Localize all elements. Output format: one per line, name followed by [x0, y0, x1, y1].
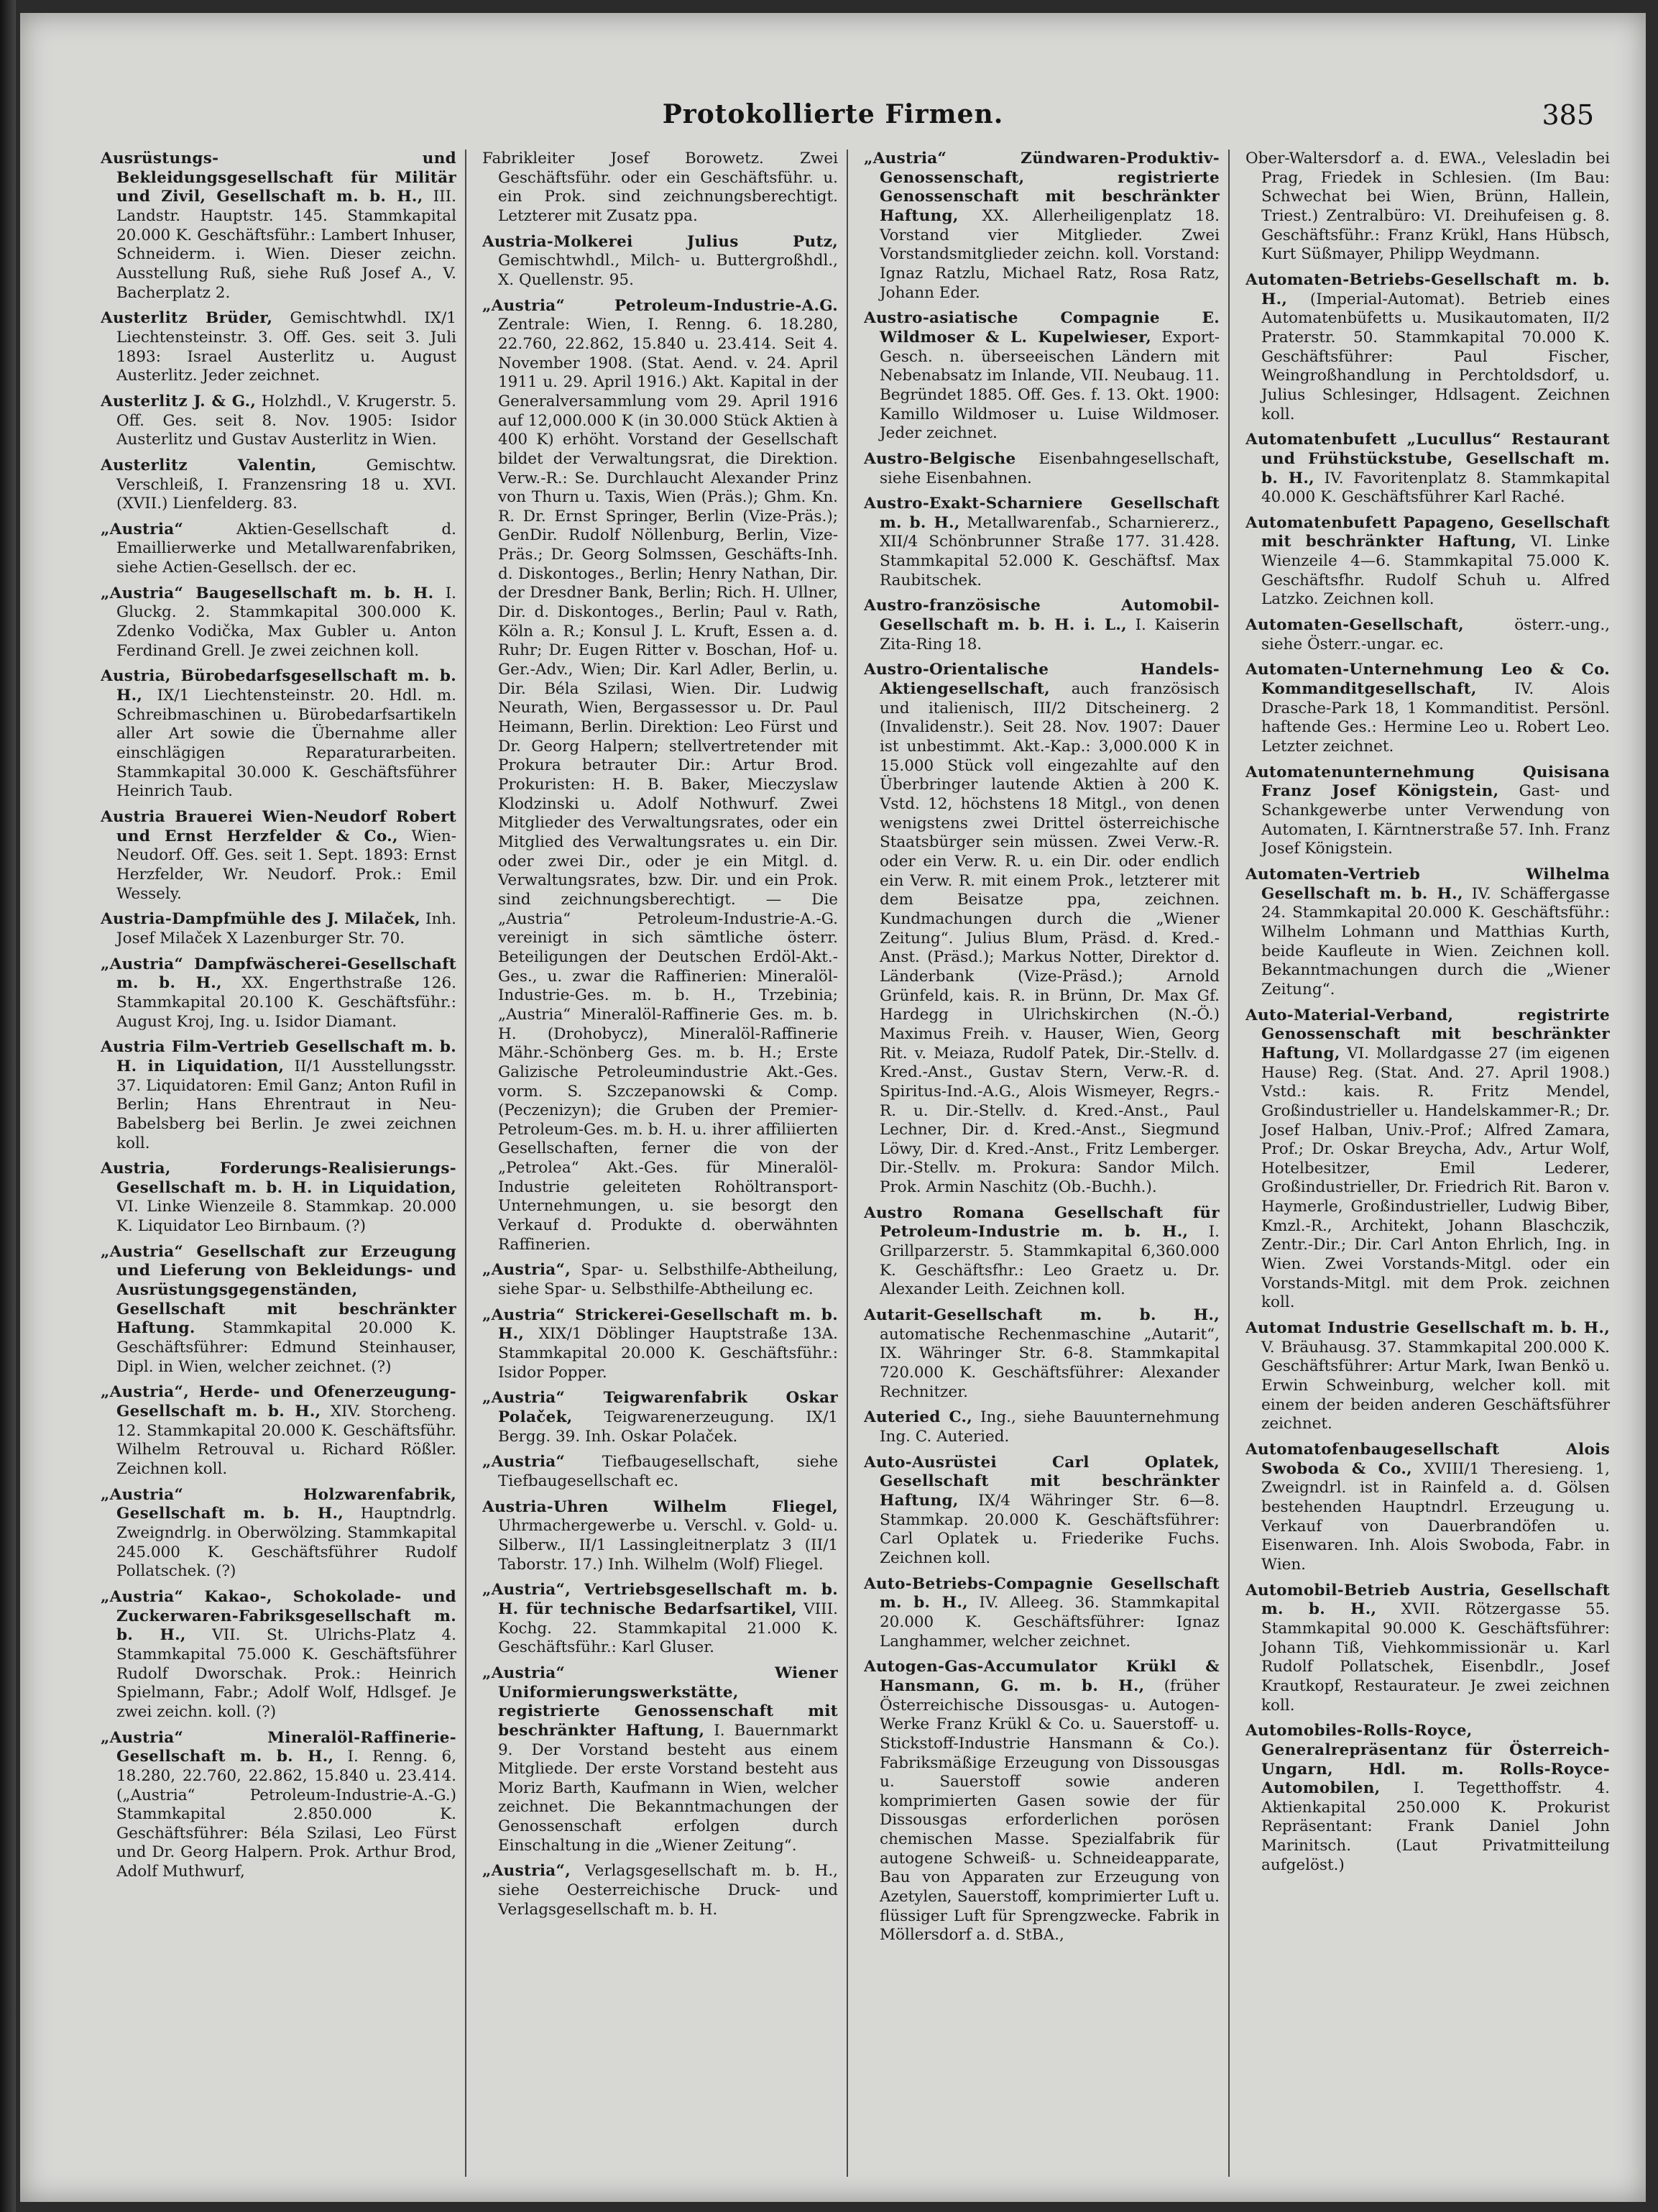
directory-columns [101, 150, 1610, 2177]
firm-name: Auteried C., [864, 1408, 973, 1427]
directory-entry [1245, 271, 1610, 424]
firm-name: „Austria“ Baugesellschaft m. b. H. [101, 584, 434, 602]
directory-entry [101, 1486, 456, 1582]
directory-entry [101, 309, 456, 386]
firm-name: „Austria“, Vertriebsgesellschaft m. b. H. für technische Bedarfsartikel, [482, 1581, 838, 1618]
firm-details: VI. Mollardgasse 27 (im eigenen Hause) Reg. (Stat. And. 27. April 1908.) Vstd.: kais. R. Fritz Mendel, Großindustrieller u. Handelskammer-R.; Dr. Josef Halban, Univ.-Prof.; Alfred Zamara, Prof.; Dr. Oskar Breycha, Adv., Artur Wolf, Hotelbesitzer, Emil Lederer, Großindustrieller, Dr. Friedrich Rit. Baron v. Haymerle, Großindustrieller, Ludwig Biber, Kmzl.-R., Architekt, Johann Blaschczik, Zentr.-Dir.; Dir. Carl Anton Ehrlich, Ing. in Wien. Zwei Vorstands-Mitgl. oder ein Vorstands-Mitgl. mit dem Prok. zeichnen koll. [1261, 1044, 1610, 1312]
directory-entry [101, 1729, 456, 1882]
directory-entry [101, 1588, 456, 1722]
firm-name: Auto-Material-Verband, registrirte Genossenschaft mit beschränkter Haftung, [1245, 1006, 1610, 1063]
directory-entry [101, 456, 456, 514]
directory-entry [1245, 616, 1610, 654]
page-edge [0, 0, 16, 2212]
firm-details: Gemischtwhdl., Milch- u. Buttergroßhdl., X. Quellenstr. 95. [498, 252, 838, 289]
directory-entry [482, 233, 838, 290]
firm-name: Austro-französische Automobil-Gesellschaft m. b. H. i. L., [864, 597, 1220, 635]
firm-name: Austerlitz Brüder, [101, 309, 273, 328]
firm-name: „Austria“ Kakao-, Schokolade- und Zuckerwaren-Fabriksgesellschaft m. b. H., [101, 1587, 456, 1645]
firm-details: österr.-ung., siehe Österr.-ungar. ec. [1261, 616, 1610, 653]
directory-entry [1245, 1319, 1610, 1434]
firm-name: Automobiles-Rolls-Royce, Generalrepräsentanz für Österreich-Ungarn, Hdl. m. Rolls-Royce-Automobilen, [1245, 1722, 1610, 1798]
directory-entry [1245, 661, 1610, 756]
directory-entry [101, 955, 456, 1032]
directory-entry [482, 150, 838, 226]
firm-name: „Austria“ [101, 520, 184, 538]
firm-details: I. Renng. 6, 18.280, 22.760, 22.862, 15.840 u. 23.414. („Austria“ Petroleum-Industrie-A.-G.) Stammkapital 2.850.000 K. Geschäftsführer: Béla Szilasi, Leo Fürst und Dr. Georg Halpern. Prok. Arthur Brod, Adolf Muthwurf, [116, 1748, 456, 1881]
firm-details: Ing., siehe Bauunternehmung Ing. C. Auteried. [880, 1408, 1220, 1446]
directory-entry [101, 584, 456, 661]
firm-name: „Austria“ Mineralöl-Raffinerie-Gesellschaft m. b. H., [101, 1728, 456, 1766]
firm-name: Autarit-Gesellschaft m. b. H., [864, 1306, 1220, 1325]
directory-entry [101, 1383, 456, 1479]
directory-entry [864, 150, 1220, 303]
firm-name: Auto-Ausrüstei Carl Oplatek, Gesellschaft mit beschränkter Haftung, [864, 1453, 1220, 1510]
directory-entry [1245, 763, 1610, 859]
firm-details: I. Gluckg. 2. Stammkapital 300.000 K. Zdenko Vodička, Max Gubler u. Anton Ferdinand Grell. Je zwei zeichnen koll. [116, 584, 456, 660]
firm-name: Auto-Betriebs-Compagnie Gesellschaft m. b. H., [864, 1574, 1220, 1612]
firm-details: II/1 Ausstellungsstr. 37. Liquidatoren: Emil Ganz; Anton Rufil in Berlin; Hans Ehrentraut in Neu-Babelsberg bei Berlin. Je zwei zeichnen koll. [116, 1057, 456, 1152]
directory-entry [1245, 1006, 1610, 1313]
directory-entry [1245, 1441, 1610, 1575]
firm-name: Austria-Uhren Wilhelm Fliegel, [482, 1497, 838, 1516]
firm-details: (Imperial-Automat). Betrieb eines Automatenbüfetts u. Musikautomaten, II/2 Praterstr. 50. Stammkapital 70.000 K. Geschäftsführer: Paul Fischer, Weingroßhandlung in Perchtoldsdorf, u. Julius Schlesinger, Hdlsagent. Zeichnen koll. [1261, 290, 1610, 423]
firm-name: Automaten-Betriebs-Gesellschaft m. b. H., [1245, 270, 1610, 308]
directory-entry [864, 597, 1220, 654]
firm-details: Zentrale: Wien, I. Renng. 6. 18.280, 22.760, 22.862, 15.840 u. 23.414. Seit 4. November 1908. (Stat. Aend. v. 24. April 1911 u. 29. April 1916.) Akt. Kapital in der Generalversammlung vom 29. April 1916 auf 12,000.000 K (in 30.000 Stück Aktien à 400 K) erhöht. Vorstand der Gesellschaft bildet der Verwaltungsrat, die Direktion. Verw.-R.: Se. Durchlaucht Alexander Prinz von Thurn u. Taxis, Wien (Präs.); Ghm. Kn. R. Dr. Ernst Springer, Berlin (Vize-Präs.); GenDir. Rudolf Nöllenburg, Berlin, Vize-Präs.; Dr. Georg Solmssen, Geschäfts-Inh. d. Diskontoges., Berlin; Henry Nathan, Dir. der Dresdner Bank, Berlin; Rich. H. Ullner, Dir. d. Diskontoges., Berlin; Paul v. Rath, Köln a. R.; Konsul J. L. Kruft, Essen a. d. Ruhr; Dr. Eugen Ritter v. Boschan, Hof- u. Ger.-Adv., Wien; Dir. Karl Adler, Berlin, u. Dir. Béla Szilasi, Wien. Dir. Ludwig Neurath, Wien, Bergassessor u. Dr. Paul Heimann, Berlin. Direktion: Leo Fürst und Dr. Georg Halpern; stellvertretender mit Prokura betrauter Dir.: Artur Brod. Prokuristen: H. B. Baker, Mieczyslaw Klodzinski u. Adolf Nothwurf. Zwei Mitglieder des Verwaltungsrates, oder ein Mitglied des Verwaltungsrates u. ein Dir. oder zwei Dir., oder je ein Mitgl. d. Verwaltungsrates, bzw. Dir. und ein Prok. sind zeichnungsberechtigt. — Die „Austria“ Petroleum-Industrie-A.-G. vereinigt in sich sämtliche österr. Beteiligungen der Deutschen Erdöl-Akt.-Ges., u. zwar die Raffinerien: Mineralöl-Industrie-Ges. m. b. H., Trzebinia; „Austria“ Mineralöl-Raffinerie Ges. m. b. H. (Drohobycz), Mineralöl-Raffinerie Mähr.-Schönberg Ges. m. b. H.; Erste Galizische Petroleumindustrie Akt.-Ges. vorm. S. Szczepanowski & Comp. (Peczenizyn); die Gruben der Premier-Petroleum-Ges. m. b. H. u. ihrer affiliierten Gesellschaften, ferner die von der „Petrolea“ Akt.-Ges. für Mineralöl-Industrie geleiteten Rohöltransport-Unternehmungen, u. sie besorgt den Verkauf d. Produkte d. oberwähnten Raffinerien. [498, 316, 838, 1254]
firm-name: Austria-Dampfmühle des J. Milaček, [101, 910, 421, 929]
firm-details: I. Tegetthoffstr. 4. Aktienkapital 250.000 K. Prokurist Repräsentant: Frank Daniel John Marinitsch. (Laut Privatmitteilung aufgelöst.) [1261, 1779, 1610, 1874]
directory-entry [101, 1243, 456, 1377]
directory-entry [864, 1408, 1220, 1446]
firm-name: „Austria“ Wiener Uniformierungswerkstätte, registrierte Genossenschaft mit beschränkter Haftung, [482, 1663, 838, 1740]
column-2 [482, 150, 848, 2177]
firm-details: Fabrikleiter Josef Borowetz. Zwei Geschäftsführ. oder ein Geschäftsführ. u. ein Prok. sind zeichnungsberechtigt. Letzterer mit Zusatz ppa. [482, 150, 838, 225]
firm-name: „Austria“ Teigwarenfabrik Oskar Polaček, [482, 1389, 838, 1426]
firm-details: Spar- u. Selbsthilfe-Abtheilung, siehe Spar- u. Selbsthilfe-Abtheilung ec. [498, 1261, 838, 1299]
directory-entry [864, 1306, 1220, 1402]
directory-entry [482, 1664, 838, 1856]
firm-details: VI. Linke Wienzeile 8. Stammkap. 20.000 K. Liquidator Leo Birnbaum. (?) [116, 1198, 456, 1236]
directory-entry [1245, 514, 1610, 610]
firm-details: IV. Favoritenplatz 8. Stammkapital 40.000 K. Geschäftsführer Karl Raché. [1261, 469, 1610, 507]
firm-name: Automat Industrie Gesellschaft m. b. H., [1245, 1319, 1610, 1338]
firm-details: I. Kaiserin Zita-Ring 18. [880, 616, 1220, 653]
firm-name: Austria, Bürobedarfsgesellschaft m. b. H., [101, 667, 456, 705]
firm-name: „Austria“ Petroleum-Industrie-A.G. [482, 296, 838, 315]
firm-details: Aktien-Gesellschaft d. Emaillierwerke und Metallwarenfabriken, siehe Actien-Gesellsch. der ec. [116, 520, 456, 577]
directory-entry [482, 297, 838, 1255]
firm-details: Gemischtwhdl. IX/1 Liechtensteinstr. 3. Off. Ges. seit 3. Juli 1893: Israel Austerlitz u. August Austerlitz. Jeder zeichnet. [116, 309, 456, 385]
firm-details: IV. Schäffergasse 24. Stammkapital 20.000 K. Geschäftsführ.: Wilhelm Lohmann und Matthias Kurth, beide Kaufleute in Wien. Zeichnen koll. Bekanntmachungen durch die „Wiener Zeitung“. [1261, 884, 1610, 999]
firm-details: Wien-Neudorf. Off. Ges. seit 1. Sept. 1893: Ernst Herzfelder, Wr. Neudorf. Prok.: Emil Wessely. [116, 827, 456, 903]
directory-entry [864, 661, 1220, 1197]
firm-details: Teigwarenerzeugung. IX/1 Bergg. 39. Inh. Oskar Polaček. [498, 1408, 838, 1446]
column-3 [864, 150, 1230, 2177]
firm-details: Gemischtw. Verschleiß, I. Franzensring 18 u. XVI. (XVII.) Lienfelderg. 83. [116, 456, 456, 513]
directory-entry [864, 1454, 1220, 1569]
firm-name: Automaten-Vertrieb Wilhelma Gesellschaft m. b. H., [1245, 865, 1610, 903]
firm-details: XVIII/1 Theresieng. 1, Zweigndrl. ist in Rainfeld a. d. Gölsen bestehenden Hauptndrl. Erzeugung u. Verkauf von Dauerbrandöfen u. Eisenwaren. Inh. Alois Swoboda, Fabr. in Wien. [1261, 1459, 1610, 1574]
firm-name: Austria Brauerei Wien-Neudorf Robert und Ernst Herzfelder & Co., [101, 808, 456, 845]
firm-name: Austria, Forderungs-Realisierungs-Gesellschaft m. b. H. in Liquidation, [101, 1160, 456, 1197]
firm-name: „Austria“, Herde- und Ofenerzeugung-Gesellschaft m. b. H., [101, 1383, 456, 1421]
directory-entry [1245, 1582, 1610, 1716]
firm-details: Metallwarenfab., Scharniererz., XII/4 Schönbrunner Straße 177. 31.428. Stammkapital 52.000 K. Geschäftsf. Max Raubitschek. [880, 513, 1220, 589]
firm-name: Austro Romana Gesellschaft für Petroleum-Industrie m. b. H., [864, 1203, 1220, 1242]
firm-name: Automobil-Betrieb Austria, Gesellschaft m. b. H., [1245, 1581, 1610, 1619]
firm-details: I. Grillparzerstr. 5. Stammkapital 6,360.000 K. Geschäftsfhr.: Leo Graetz u. Dr. Alexander Leith. Zeichnen koll. [880, 1223, 1220, 1299]
directory-entry [1245, 1722, 1610, 1875]
firm-name: Automatenbufett Papageno, Gesellschaft mit beschränkter Haftung, [1245, 513, 1610, 551]
directory-entry [864, 1658, 1220, 1945]
directory-entry [101, 150, 456, 303]
firm-details: IX/4 Währinger Str. 6—8. Stammkap. 20.000 K. Geschäftsführer: Carl Oplatek u. Friederike Fuchs. Zeichnen koll. [880, 1491, 1220, 1567]
firm-name: Austria-Molkerei Julius Putz, [482, 232, 838, 251]
directory-entry [482, 1453, 838, 1491]
directory-entry [1245, 431, 1610, 508]
directory-entry [101, 667, 456, 802]
firm-name: Automatenunternehmung Quisisana Franz Josef Königstein, [1245, 763, 1610, 801]
directory-entry [482, 1581, 838, 1658]
firm-name: Austerlitz Valentin, [101, 456, 317, 474]
firm-details: VI. Linke Wienzeile 4—6. Stammkapital 75.000 K. Geschäftsfhr. Rudolf Schuh u. Alfred Latzko. Zeichnen koll. [1261, 533, 1610, 609]
directory-entry [101, 910, 456, 948]
directory-entry [864, 1575, 1220, 1652]
directory-entry [101, 393, 456, 450]
firm-name: Austria Film-Vertrieb Gesellschaft m. b. H. in Liquidation, [101, 1038, 456, 1075]
directory-entry [482, 1389, 838, 1446]
firm-name: Automatenbufett „Lucullus“ Restaurant und Frühstückstube, Gesellschaft m. b. H., [1245, 431, 1610, 487]
firm-name: Austerlitz J. & G., [101, 392, 257, 410]
firm-details: Eisenbahngesellschaft, siehe Eisenbahnen. [880, 449, 1220, 487]
firm-details: Tiefbaugesellschaft, siehe Tiefbaugesellschaft ec. [498, 1453, 838, 1490]
column-4 [1245, 150, 1610, 2177]
page-title: Protokollierte Firmen. [662, 99, 1004, 129]
firm-name: Austro-Belgische [864, 449, 1016, 468]
firm-details: XX. Allerheiligenplatz 18. Vorstand vier Mitglieder. Zwei Vorstandsmitglieder zeichn. koll. Vorstand: Ignaz Ratzlu, Michael Ratz, Rosa Ratz, Johann Eder. [880, 206, 1220, 302]
directory-entry [482, 1862, 838, 1919]
firm-details: IX/1 Liechtensteinstr. 20. Hdl. m. Schreibmaschinen u. Bürobedarfsartikeln aller Art sowie die Übernahme aller einschlägigen Reparaturarbeiten. Stammkapital 30.000 K. Geschäftsführer Heinrich Taub. [116, 687, 456, 801]
directory-entry [1245, 150, 1610, 265]
firm-details: Hauptndrlg. Zweigndrlg. in Oberwölzing. Stammkapital 245.000 K. Geschäftsführer Rudolf Pollatschek. (?) [116, 1505, 456, 1581]
firm-details: XIX/1 Döblinger Hauptstraße 13A. Stammkapital 20.000 K. Geschäftsführ.: Isidor Popper. [498, 1325, 838, 1382]
firm-details: XVII. Rötzergasse 55. Stammkapital 90.000 K. Geschäftsführer: Johann Tiß, Viehkommissionär u. Karl Rudolf Pollatschek, Eisenbdlr., Josef Krautkopf, Restaurateur. Je zwei zeichnen koll. [1261, 1600, 1610, 1715]
firm-name: Automaten-Unternehmung Leo & Co. Kommanditgesellschaft, [1245, 661, 1610, 699]
firm-name: Austro-Exakt-Scharniere Gesellschaft m. b. H., [864, 495, 1220, 532]
directory-entry [101, 1160, 456, 1236]
firm-name: Austro-asiatische Compagnie E. Wildmoser & L. Kupelwieser, [864, 309, 1220, 347]
firm-name: „Austria“ Gesellschaft zur Erzeugung und Lieferung von Bekleidungs- und Ausrüstungsgegenständen, Gesellschaft mit beschränkter Haftung. [101, 1242, 456, 1338]
firm-details: III. Landstr. Hauptstr. 145. Stammkapital 20.000 K. Geschäftsführ.: Lambert Inhuser, Schneiderm. i. Wien. Dieser zeichn. Ausstellung Ruß, siehe Ruß Josef A., V. Bacherplatz 2. [116, 188, 456, 302]
firm-details: Inh. Josef Milaček X Lazenburger Str. 70. [116, 910, 456, 947]
firm-details: auch französisch und italienisch, III/2 Ditscheinerg. 2 (Invalidenstr.). Seit 28. Nov. 1907: Dauer ist unbestimmt. Akt.-Kap.: 3,000.000 K in 15.000 Stück voll eingezahlte auf den Überbringer lautende Aktien à 200 K. Vstd. 12, höchstens 18 Mitgl., von denen wenigstens zwei Drittel österreichische Staatsbürger sein müssen. Zwei Verw.-R. oder ein Verw. R. u. ein Dir. oder endlich ein Verw. R. mit einem Prok., letzterer mit dem Beisatze ppa, zeichnen. Kundmachungen durch die „Wiener Zeitung“. Julius Blum, Präsd. d. Kred.-Anst. (Präsd.); Markus Notter, Direktor d. Länderbank (Vize-Präsd.); Arnold Grünfeld, kais. R. in Brünn, Dr. Max Gf. Hardegg in Ulrichskirchen (N.-Ö.) Maximus Freih. v. Hauser, Wien, Georg Rit. v. Meiaza, Rudolf Patek, Dir.-Stellv. d. Kred.-Anst., Gustav Stern, Verw.-R. d. Spiritus-Ind.-A.G., Alois Wismeyer, Regrs.-R. u. Dir.-Stellv. d. Kred.-Anst., Paul Lechner, Dir. d. Kred.-Anst., Siegmund Löwy, Dir. d. Kred.-Anst., Fritz Lemberger. Dir.-Stellv. m. Prokura: Sandor Milch. Prok. Armin Naschitz (Ob.-Buchh.). [880, 680, 1220, 1197]
directory-entry [482, 1498, 838, 1575]
firm-details: XIV. Storcheng. 12. Stammkapital 20.000 K. Geschäftsführ. Wilhelm Retrouval u. Richard Rößler. Zeichnen koll. [116, 1403, 456, 1478]
firm-details: VII. St. Ulrichs-Platz 4. Stammkapital 75.000 K. Geschäftsführer Rudolf Dworschak. Prok.: Heinrich Spielmann, Fabr.; Adolf Wolf, Hdlsgef. Je zwei zeichn. koll. (?) [116, 1626, 457, 1721]
page-number: 385 [1542, 99, 1594, 131]
directory-entry [101, 808, 456, 904]
directory-entry [101, 520, 456, 578]
column-1 [101, 150, 466, 2177]
firm-details: Holzhdl., V. Krugerstr. 5. Off. Ges. seit 8. Nov. 1905: Isidor Austerlitz und Gustav Austerlitz in Wien. [116, 392, 457, 449]
firm-details: V. Bräuhausg. 37. Stammkapital 200.000 K. Geschäftsführer: Artur Mark, Iwan Benkö u. Erwin Schweinburg, welcher koll. mit einem der beiden anderen Geschäftsführer zeichnet. [1261, 1338, 1610, 1433]
directory-entry [482, 1261, 838, 1299]
directory-entry [1245, 866, 1610, 1000]
page-header [20, 99, 1646, 142]
firm-details: Verlagsgesellschaft m. b. H., siehe Oesterreichische Druck- und Verlagsgesellschaft m. b. H. [498, 1862, 838, 1919]
firm-name: „Austria“ Holzwarenfabrik, Gesellschaft m. b. H., [101, 1485, 456, 1523]
directory-entry [101, 1038, 456, 1153]
firm-name: Ausrüstungs- und Bekleidungsgesellschaft für Militär und Zivil, Gesellschaft m. b. H., [101, 150, 456, 206]
directory-entry [864, 1204, 1220, 1300]
firm-details: VIII. Kochg. 22. Stammkapital 21.000 K. Geschäftsführ.: Karl Gluser. [498, 1600, 838, 1657]
firm-details: IV. Alleeg. 36. Stammkapital 20.000 K. Geschäftsführer: Ignaz Langhammer, welcher zeichnet. [880, 1594, 1220, 1651]
firm-name: „Austria“ Zündwaren-Produktiv-Genossenschaft, registrierte Genossenschaft mit beschränkter Haftung, [864, 150, 1220, 225]
firm-name: „Austria“ [482, 1453, 566, 1472]
firm-name: „Austria“ Dampfwäscherei-Gesellschaft m. b. H., [101, 955, 456, 993]
firm-name: Autogen-Gas-Accumulator Krükl & Hansmann, G. m. b. H., [864, 1658, 1220, 1695]
firm-details: (früher Österreichische Dissousgas- u. Autogen-Werke Franz Krükl & Co. u. Sauerstoff- u. Stickstoff-Industrie Hansmann & Co.). Fabriksmäßige Erzeugung von Dissousgas u. Sauerstoff sowie anderen komprimierten Gasen sowie der für Dissousgas erforderlichen porösen chemischen Masse. Spezialfabrik für autogene Schweiß- u. Schneideapparate, Bau von Apparaten zur Erzeugung von Azetylen, Sauerstoff, komprimierter Luft u. flüssiger Luft für Sprengzwecke. Fabrik in Möllersdorf a. d. StBA., [880, 1676, 1220, 1945]
firm-details: Stammkapital 20.000 K. Geschäftsführer: Edmund Steinhauser, Dipl. in Wien, welcher zeichnet. (?) [116, 1319, 456, 1376]
firm-details: Export-Gesch. n. überseeischen Ländern mit Nebenabsatz im Inlande, VII. Neubaug. 11. Begründet 1885. Off. Ges. f. 13. Okt. 1900: Kamillo Wildmoser u. Luise Wildmoser. Jeder zeichnet. [880, 328, 1220, 443]
firm-name: „Austria“, [482, 1261, 571, 1280]
firm-details: Gast- und Schankgewerbe unter Verwendung von Automaten, I. Kärntnerstraße 57. Inh. Franz Josef Königstein. [1261, 782, 1610, 858]
firm-details: IV. Alois Drasche-Park 18, 1 Kommanditist. Persönl. haftende Ges.: Hermine Leo u. Robert Leo. Letzter zeichnet. [1261, 680, 1610, 756]
scanned-page [20, 13, 1646, 2202]
firm-name: Automatofenbaugesellschaft Alois Swoboda & Co., [1245, 1441, 1610, 1478]
firm-details: Uhrmachergewerbe u. Verschl. v. Gold- u. Silberw., II/1 Lassingleitnerplatz 3 (II/1 Taborstr. 17.) Inh. Wilhelm (Wolf) Fliegel. [498, 1517, 838, 1574]
firm-name: „Austria“ Strickerei-Gesellschaft m. b. H., [482, 1305, 838, 1344]
directory-entry [482, 1306, 838, 1383]
firm-name: Austro-Orientalische Handels-Aktiengesellschaft, [864, 661, 1220, 699]
firm-details: XX. Engerthstraße 126. Stammkapital 20.100 K. Geschäftsführ.: August Kroj, Ing. u. Isidor Diamant. [116, 974, 456, 1031]
directory-entry [864, 309, 1220, 444]
firm-details: Ober-Waltersdorf a. d. EWA., Velesladin bei Prag, Friedek in Schlesien. (Im Bau: Schwechat bei Wien, Brünn, Hallein, Triest.) Zentralbüro: VI. Dreihufeisen g. 8. Geschäftsführ.: Franz Krükl, Hans Hübsch, Kurt Süßmayer, Philipp Weydmann. [1245, 150, 1610, 264]
directory-entry [864, 450, 1220, 488]
firm-details: I. Bauernmarkt 9. Der Vorstand besteht aus einem Mitgliede. Der erste Vorstand besteht aus Moriz Barth, Kaufmann in Wien, welcher zeichnet. Die Bekanntmachungen der Genossenschaft erfolgen durch Einschaltung in die „Wiener Zeitung“. [498, 1721, 838, 1855]
firm-name: Automaten-Gesellschaft, [1245, 616, 1464, 635]
firm-details: automatische Rechenmaschine „Autarit“, IX. Währinger Str. 6-8. Stammkapital 720.000 K. Geschäftsführer: Alexander Rechnitzer. [880, 1325, 1220, 1401]
firm-name: „Austria“, [482, 1862, 571, 1881]
directory-entry [864, 495, 1220, 590]
